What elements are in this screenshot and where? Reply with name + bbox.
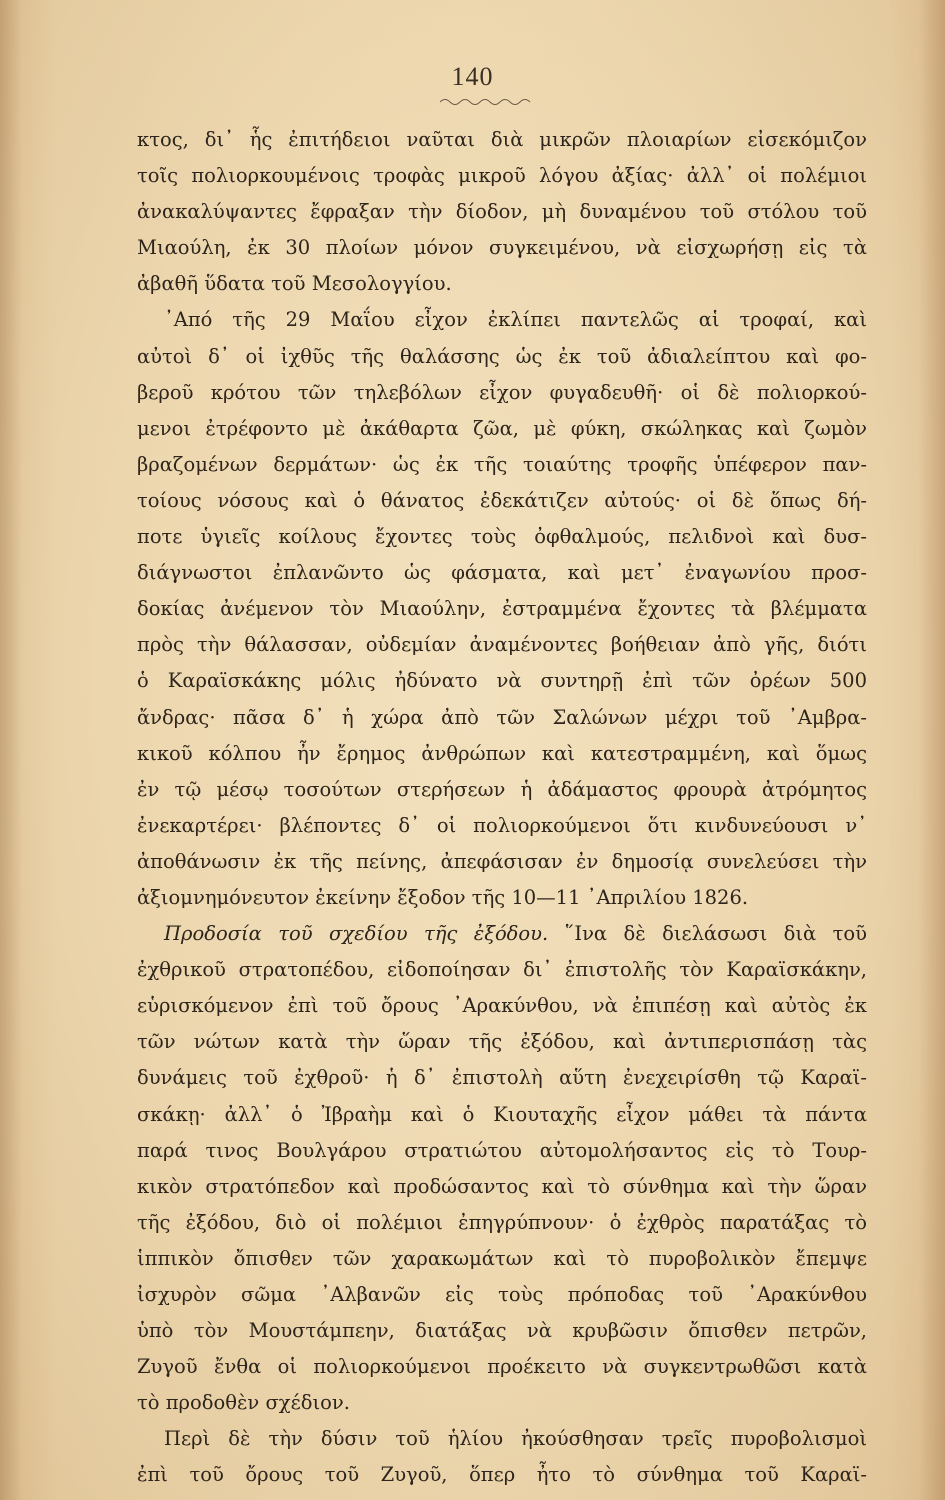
text-line — [137, 880, 867, 916]
text-line — [137, 700, 867, 736]
text-line-content: ἀνακαλύψαντες ἔφραξαν τὴν δίοδον, μὴ δυναμένου τοῦ στόλου τοῦ — [137, 200, 867, 224]
text-line — [137, 663, 867, 699]
ornament-divider — [440, 96, 535, 106]
text-line — [137, 447, 867, 483]
text-line — [137, 1205, 867, 1241]
text-line-content: κικὸν στρατόπεδον καὶ προδώσαντος καὶ τὸ σύνθημα καὶ τὴν ὥραν — [137, 1174, 867, 1198]
text-line — [137, 1133, 867, 1169]
text-line — [137, 483, 867, 519]
text-line-content: ἀξιομνημόνευτον ἐκείνην ἔξοδον τῆς 10—11 ᾿Απριλίου 1826. — [137, 885, 749, 909]
text-line-content: ᾿Από τῆς 29 Μαΐου εἶχον ἐκλίπει παντελῶς αἱ τροφαί, καὶ — [164, 308, 867, 332]
text-line-content: κικοῦ κόλπου ἦν ἔρημος ἀνθρώπων καὶ κατεστραμμένη, καὶ ὅμως — [137, 741, 867, 765]
text-line — [137, 736, 867, 772]
text-line-content: ῞Ινα δὲ διελάσωσι διὰ τοῦ — [548, 922, 867, 946]
text-line — [137, 916, 867, 952]
text-line-content: τῆς ἐξόδου, διὸ οἱ πολέμιοι ἐπηγρύπνουν· ὁ ἐχθρὸς παρατάξας τὸ — [137, 1210, 867, 1234]
text-line-content: ἐνεκαρτέρει· βλέποντες δ᾿ οἱ πολιορκούμενοι ὅτι κινδυνεύουσι ν᾿ — [137, 813, 867, 837]
text-line — [137, 1313, 867, 1349]
text-line-content: ὁ Καραϊσκάκης μόλις ἠδύνατο νὰ συντηρῇ ἐπὶ τῶν ὀρέων 500 — [137, 669, 867, 693]
text-line — [137, 988, 867, 1024]
text-line-content: τῶν νώτων κατὰ τὴν ὥραν τῆς ἐξόδου, καὶ ἀντιπερισπάσῃ τὰς — [137, 1030, 867, 1054]
text-line-content: ἄνδρας· πᾶσα δ᾿ ἡ χώρα ἀπὸ τῶν Σαλώνων μέχρι τοῦ ᾿Αμβρα- — [137, 705, 867, 729]
text-line-content: διάγνωστοι ἐπλανῶντο ὡς φάσματα, καὶ μετ᾿ ἐναγωνίου προσ- — [137, 561, 867, 585]
text-line-content: Μιαούλη, ἐκ 30 πλοίων μόνον συγκειμένου, νὰ εἰσχωρήσῃ εἰς τὰ — [137, 236, 867, 260]
text-line-content: ποτε ὑγιεῖς κοίλους ἔχοντες τοὺς ὀφθαλμούς, πελιδνοὶ καὶ δυσ- — [137, 525, 867, 549]
text-line-content: μενοι ἐτρέφοντο μὲ ἀκάθαρτα ζῶα, μὲ φύκη, σκώληκας καὶ ζωμὸν — [137, 416, 867, 440]
text-line — [137, 1169, 867, 1205]
text-line — [137, 1277, 867, 1313]
text-line-content: τοίους νόσους καὶ ὁ θάνατος ἐδεκάτιζεν αὐτούς· οἱ δὲ ὅπως δή- — [137, 488, 867, 512]
text-line-content: πρὸς τὴν θάλασσαν, οὐδεμίαν ἀναμένοντες βοήθειαν ἀπὸ γῆς, διότι — [137, 633, 867, 657]
text-line — [137, 591, 867, 627]
text-line — [137, 1349, 867, 1385]
text-line-content: παρά τινος Βουλγάρου στρατιώτου αὐτομολήσαντος εἰς τὸ Τουρ- — [137, 1138, 867, 1162]
text-line — [137, 1457, 867, 1493]
text-line — [137, 230, 867, 266]
text-line — [137, 339, 867, 375]
text-line — [137, 1385, 867, 1421]
text-line — [137, 1097, 867, 1133]
text-line — [137, 194, 867, 230]
text-line — [137, 375, 867, 411]
text-line-content: Περὶ δὲ τὴν δύσιν τοῦ ἡλίου ἠκούσθησαν τρεῖς πυροβολισμοὶ — [164, 1427, 867, 1451]
text-line-content: κτος, δι᾿ ἧς ἐπιτήδειοι ναῦται διὰ μικρῶν πλοιαρίων εἰσεκόμιζον — [137, 128, 867, 151]
text-line — [137, 1024, 867, 1060]
page-shadow-left — [0, 0, 22, 1500]
text-line-content: τὸ προδοθὲν σχέδιον. — [137, 1391, 350, 1415]
text-line-content: ἀποθάνωσιν ἐκ τῆς πείνης, ἀπεφάσισαν ἐν δημοσίᾳ συνελεύσει τὴν — [137, 849, 867, 873]
text-line-content: ἱππικὸν ὄπισθεν τῶν χαρακωμάτων καὶ τὸ πυροβολικὸν ἔπεμψε — [137, 1246, 867, 1270]
text-line-content: σκάκῃ· ἀλλ᾿ ὁ Ἰβραὴμ καὶ ὁ Κιουταχῆς εἶχον μάθει τὰ πάντα — [137, 1102, 867, 1126]
text-line-content: ὑπὸ τὸν Μουστάμπεην, διατάξας νὰ κρυβῶσιν ὄπισθεν πετρῶν, — [137, 1319, 867, 1343]
text-line — [137, 627, 867, 663]
text-line-content: τοῖς πολιορκουμένοις τροφὰς μικροῦ λόγου ἀξίας· ἀλλ᾿ οἱ πολέμιοι — [137, 164, 867, 188]
text-line-content: βεροῦ κρότου τῶν τηλεβόλων εἶχον φυγαδευθῆ· οἱ δὲ πολιορκού- — [137, 380, 867, 404]
page-number: 140 — [451, 62, 494, 91]
text-line — [137, 772, 867, 808]
text-line-content: βραζομένων δερμάτων· ὡς ἐκ τῆς τοιαύτης τροφῆς ὑπέφερον παν- — [137, 452, 867, 476]
text-line — [137, 411, 867, 447]
text-line — [137, 952, 867, 988]
section-heading-inline: Προδοσία τοῦ σχεδίου τῆς ἐξόδου. — [164, 922, 549, 946]
text-line-content: Ζυγοῦ ἔνθα οἱ πολιορκούμενοι προέκειτο νὰ συγκεντρωθῶσι κατὰ — [137, 1355, 867, 1379]
text-line-content: δοκίας ἀνέμενον τὸν Μιαούλην, ἐστραμμένα ἔχοντες τὰ βλέμματα — [137, 597, 867, 621]
text-line-content: εὑρισκόμενον ἐπὶ τοῦ ὄρους ᾿Αρακύνθου, νὰ ἐπιπέσῃ καὶ αὐτὸς ἐκ — [137, 994, 867, 1018]
page-shadow-right — [919, 0, 945, 1500]
text-line-content: ἐπὶ τοῦ ὄρους τοῦ Ζυγοῦ, ὅπερ ἦτο τὸ σύνθημα τοῦ Καραϊ- — [137, 1463, 867, 1487]
text-line — [137, 844, 867, 880]
text-line — [137, 1241, 867, 1277]
text-line — [137, 808, 867, 844]
text-line — [137, 1060, 867, 1096]
text-line — [137, 266, 867, 302]
text-line-content: ἐχθρικοῦ στρατοπέδου, εἰδοποίησαν δι᾿ ἐπιστολῆς τὸν Καραϊσκάκην, — [137, 958, 867, 982]
text-line — [137, 302, 867, 338]
body-text — [137, 122, 867, 1494]
text-line — [137, 122, 867, 158]
text-line — [137, 158, 867, 194]
text-line-content: ἰσχυρὸν σῶμα ᾿Αλβανῶν εἰς τοὺς πρόποδας τοῦ ᾿Αρακύνθου — [137, 1283, 867, 1306]
text-line-content: ἐν τῷ μέσῳ τοσούτων στερήσεων ἡ ἀδάμαστος φρουρὰ ἀτρόμητος — [137, 777, 867, 801]
text-line-content: δυνάμεις τοῦ ἐχθροῦ· ἡ δ᾿ ἐπιστολὴ αὕτη ἐνεχειρίσθη τῷ Καραϊ- — [137, 1066, 867, 1090]
text-line — [137, 1421, 867, 1457]
text-line — [137, 519, 867, 555]
text-line — [137, 555, 867, 591]
text-line-content: ἀβαθῆ ὕδατα τοῦ Μεσολογγίου. — [137, 272, 452, 296]
text-line-content: αὐτοὶ δ᾿ οἱ ἰχθῦς τῆς θαλάσσης ὡς ἐκ τοῦ ἀδιαλείπτου καὶ φο- — [137, 344, 867, 368]
